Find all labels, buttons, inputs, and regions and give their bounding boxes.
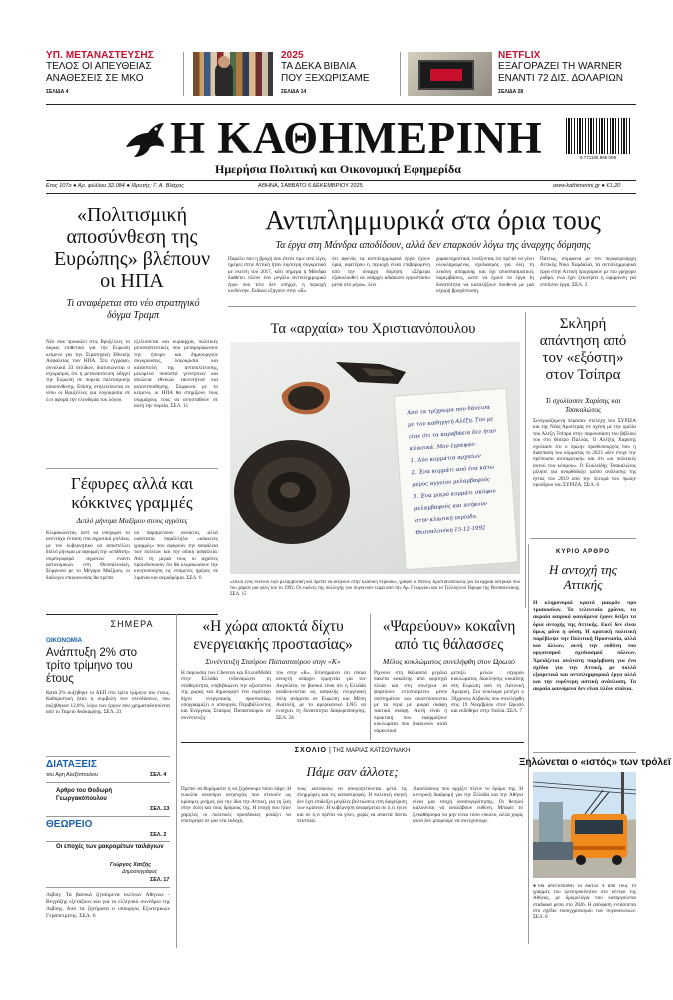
article1-title[interactable]: Αρθρο του Θοδωρή Γεωργακόπουλου — [56, 788, 113, 802]
trolley-caption: ●Θα απεντοπισθεί το δίκτυο 4 από τους 19 γραμμές του ηλεκτροκίνητου στο κέντρο της Αθήνας, με δρομολόγια που καταργούνται σταδιακά μέσα στο 2026. Η απόφαση εντάσσεται στο σχέδιο εκσυγχρονισμού των συγκοινωνιών. ΣΕΛ. 8 — [533, 884, 636, 921]
divider — [46, 614, 218, 615]
divider — [46, 756, 170, 757]
cocaine-headline[interactable]: «Ψαρεύουν» κοκαΐνη από τις θάλασσες — [382, 618, 516, 653]
teaser-page: ΣΕΛΙΔΑ 14 — [281, 89, 307, 95]
libya-brief: Λιβύη: Τα βασικά ζητούμενα εκείνων Αθηνών - Βεγγάζης εξετάζουν και για το ελληνικό συνέδριο της Λιβύης. Από τα ζητήματα ο υπουργός Εξωτερικών Γεράπετρίτης. ΣΕΛ. 6 — [46, 892, 170, 919]
trolley-photo — [533, 772, 636, 878]
scholio-col1: Πρέπει να θυμόμαστε ή να ξεχάσουμε πόσο πάμε; Η ευκολία ανασύρει ανησυχίες που στεκούν ως κρίσιμες μνήμες για την ίδια την Αττική, για τη ζωή στην πόλη και τους δρόμους της. Η εποχή που ήταν χαμηλές οι πολιτικές προσδοκίες μοιάζει να επιστρέφει σε μια νέα εκδοχή. — [181, 786, 291, 825]
lines-headline[interactable]: Γέφυρες αλλά και κόκκινες γραμμές — [70, 474, 194, 512]
netflix-logo — [430, 69, 462, 81]
photo-story-caption: «Πίλοι ενός εκείνου λίγο μελαμβοειδή και πρέπει να ανήκουν στην κλασική περίοδο», γράφει ο Ντίνος Χριστιανόπουλος για τα αρχαία όστρακα που του χάρισε μια φίλη του το 1992. Οι εικόνες της συλλογής του συγκινούν τώρα από την Αρ. Γεωργίου και το Τελλόγλειο Ίδρυμα της Θεσσαλονίκης. ΣΕΛ. 15 — [230, 580, 520, 597]
main-col3: χαρακτηριστικά, τονίζοντας ότι πρέπει να γίνει ολοκληρωμένος σχεδιασμός για όλη τη λεκάνη απορροής και όχι αποσπασματικές παρεμβάσεις, ώστε να έχουν τα έργα τη δυνατότητα να καταλήξουν πουθενά με μια ισχυρή βροχόπτωση. — [436, 256, 534, 295]
teaser-line: ΑΝΑΘΕΣΕΙΣ ΣΕ ΜΚΟ — [46, 73, 144, 84]
lead-left-deck: Τι αναφέρεται στο νέο στρατηγικό δόγμα Τραμπ — [66, 298, 200, 321]
divider — [370, 614, 371, 740]
teaser-migration[interactable] — [46, 50, 206, 95]
teaser-kicker: NETFLIX — [498, 50, 541, 61]
note-line: με τον καθηγητή Αλέξη. Του με — [407, 416, 494, 429]
article2-author: Γιώργος Χατζής — [110, 862, 151, 868]
teaser-line: ΤΕΛΟΣ ΟΙ ΑΠΕΥΘΕΙΑΣ — [46, 61, 152, 72]
barcode-digits: 9 771105 896 009 — [580, 155, 616, 160]
economy-headline[interactable]: Ανάπτυξη 2% στο τρίτο τρίμηνο του έτους — [46, 647, 138, 685]
article2-role: Δημοσιογράφος — [122, 869, 158, 875]
teaser-page: ΣΕΛΙΔΑ 4 — [46, 89, 69, 95]
tsipras-headline[interactable]: Σκληρή απάντηση από τον «εξόστη» στον Τσίπρα — [539, 316, 627, 383]
lines-body-col1: Κλιμακώνεται, αντί να υποχωρεί το ανένταχο ένταση στα αγροτικά μπλόκα, με τον κυβερνητικό να αποστέλλει διπλό μήνυμα με αφορμή την «επίθεση» συμπεριφορά αγροτών έναντι αστυνομικών στη Θεσσαλονίκη. Σύμφωνα με το Μέγαρο Μαξίμου, οι διάλογοι επικοινωνίας θα πρέπει — [46, 530, 130, 581]
economy-body: Κατά 2% αυξήθηκε το ΑΕΠ στο τρίτο τρίμηνο του έτους. Καθοριστική ήταν η συμβολή των επενδύσεων, που αυξήθηκαν 12,8%, λόγω των έργων που χρηματοδοτούνται από το Ταμείο Ανάκαμψης. ΣΕΛ. 23 — [46, 690, 170, 716]
masthead-logo-bird — [122, 117, 168, 163]
note-line: μελαμβαφούς και ανήκουν — [413, 501, 488, 513]
teaser-line: ΕΝΑΝΤΙ 72 ΔΙΣ. ΔΟΛΑΡΙΩΝ — [498, 73, 624, 84]
divider — [533, 752, 636, 753]
scholio-headline[interactable]: Πάμε σαν άλλοτε; — [306, 764, 399, 779]
cocaine-col1: Ρίχνουν στη θάλασσα μεγάλα πακέτα κοκαΐνης από φορτηγά πλοία και στη συνέχεια τα ψαρεύουν εντοπισμένοι μέσω συστημάτων και αναπτύσσονται με τα νερά με μικρά σκάφη τακτικά σκάφη. Αυτή είναι η πρακτική που εφαρμόζουν κυκλώματα που διακινούν αυτά ναρκωτικά — [374, 670, 447, 734]
divider — [530, 538, 636, 539]
divider — [176, 614, 177, 948]
note-line: 3. Ένα μικρό κομμάτι σκύφου — [412, 488, 496, 501]
note-line: Θεσσαλονίκη 15-12-1992 — [415, 525, 486, 537]
divider — [400, 52, 401, 96]
note-lines — [407, 401, 508, 539]
note-line: Από τα τρίχρωμα που δάνεισα — [407, 404, 491, 417]
books-photo — [193, 52, 273, 96]
handwritten-note — [401, 397, 516, 564]
teaser-netflix[interactable] — [498, 50, 638, 95]
diataxeis-item: του Αρη Αλεξόπουλου — [46, 772, 99, 778]
scholio-author: ΤΗΣ ΜΑΡΙΑΣ ΚΑΤΣΟΥΝΑΚΗ — [332, 748, 411, 754]
teaser-bar — [46, 50, 636, 100]
teaser-page: ΣΕΛΙΔΑ 28 — [498, 89, 524, 95]
divider — [46, 104, 636, 105]
masthead-founded: Ετος 107ο ● Αρ. φύλλου 32.084 ● Ιδρυτής: Γ. Α. Βλάχος — [46, 183, 184, 189]
masthead-subtitle: Ημερήσια Πολιτική και Οικονομική Εφημερίδα — [215, 162, 461, 176]
energy-col2: του στην «Κ». Επισημαίνει ότι όποια ανοιχτή υπάρχει ερμηνεία για τον Αυγούστα, το βασικό είναι ότι η Ελλάδα αναδεικνύεται ως ασφαλής ενεργειακή πύλη ανάμεσα σε Ευρώπη και Μέση Ανατολή, με το αμερικανικό LNG να ενισχύει τη δυνατότητα διαφοροποίησης. ΣΕΛ. 24 — [276, 670, 366, 721]
note-line: κλασικά. Μου έγραψαν: — [409, 441, 477, 453]
trolley-drawing — [533, 772, 636, 878]
lines-deck: Διπλό μήνυμα Μαξίμου στους αγρότες — [76, 516, 188, 525]
divider — [525, 312, 526, 608]
teaser-kicker: ΥΠ. ΜΕΤΑΝΑΣΤΕΥΣΗΣ — [46, 50, 154, 61]
divider — [228, 306, 636, 307]
masthead-web[interactable]: www.kathimerini.gr ● €1,20 — [553, 183, 621, 189]
masthead-date: ΑΘΗΝΑ, ΣΑΒΒΑΤΟ 6 ΔΕΚΕΜΒΡΙΟΥ 2025 — [258, 183, 363, 189]
cocaine-deck: Μέλος κυκλώματος συνελήφθη στον Ωρωπό — [383, 657, 515, 666]
teaser-line: ΕΞΑΓΟΡΑΖΕΙ ΤΗ WARNER — [498, 61, 623, 72]
economy-kicker: ΟΙΚΟΝΟΜΙΑ — [46, 637, 83, 644]
today-label: ΣΗΜΕΡΑ — [110, 619, 154, 629]
diataxeis-label[interactable]: ΔΙΑΤΑΞΕΙΣ — [46, 759, 97, 770]
note-line: 1. Δύο κομμάτια αρχαίων — [410, 453, 481, 465]
kyrio-body: Η κληρονομιά κρατά μακράν προ τριακοσίων. Τα τελευταία χρόνια, τα ακραία καιρικά φαινόμενα έχουν δείξει τα όρια αντοχής της Αττικής. Εκεί δεν είναι όμως μόνο η φύση. Η κρατική πολιτική παρέβλεψε την Πολιτική Προστασία, αλλά και άλλων, αυτή την ευθύνη του οργανισμού σχεδιασμού πόλεων. Χρειάζεται ανώτατη παρέμβαση για ένα σχέδιο για την Αττική, με πολλά εξαιρετικά και αντιπλημμυρικά έργα αλλά και την ευρύτερη αστική ανάπλαση. Τα ακραία φαινόμενα δεν είναι πλέον σπάνια. — [533, 600, 636, 693]
teaser-line: ΠΟΥ ΞΕΧΩΡΙΣΑΜΕ — [281, 73, 370, 84]
scholio-label: ΣΧΟΛΙΟ — [294, 747, 327, 754]
cocaine-col2: μεταξύ μελών ισχυρού κυκλώματος διακίνησης κοκαΐνης στη Ευρώπη από τη Λατινική Αμερική. Στο κύκλωμα μετέχει ο 39χρονος Αλβανός που συνελήφθη στις 19 Νοεμβρίου στον Ωρωπό και εκδόθηκε στην Ιταλία. ΣΕΛ. 7 — [451, 670, 524, 715]
divider — [181, 742, 524, 743]
energy-deck: Συνέντευξη Σταύρου Παπασταύρου στην «Κ» — [205, 657, 341, 666]
lead-left-body-col1: Νέο σοκ προκαλεί στις Βρυξέλλες το άκρως επιθετικό για την Ευρώπη κείμενο για την Στρατηγική Εθνικής Ασφαλείας των ΗΠΑ. Στο έγγραφο, συνολικά 33 σελίδων, διατυπώνεται ο ισχυρισμός ότι η μετανάστευση οδηγεί την Ευρώπη σε πορεία πολιτισμικής αποσύνθεσης. Επίσης στηλιτεύονται εκ νέου οι Βρυξέλλες για λογοκρισία σε ό,τι αφορά την ελευθερία του λόγου. — [46, 339, 130, 403]
tsipras-deck: Τι σχολίασαν Χαρίσης και Τσακαλώτος — [545, 396, 621, 414]
divider — [183, 52, 184, 96]
article2-title[interactable]: Οι εποχές των μακρομέτων ταιλάγιων — [56, 844, 164, 850]
energy-headline[interactable]: «Η χώρα αποκτά δίχτυ ενεργειακής προστασίας» — [193, 618, 353, 653]
divider — [46, 782, 170, 783]
lines-body-col2: να παραμείνουν ανοικτοί, αλλά υφίσταται παράλληλα «κόκκινες γραμμές» που αφορούν την ασφάλεια των πολιτών και την οδική ασφάλεια. Από τη μεριά τους οι αγρότες προειδοποιούν ότι θα κλιμακώσουν την κινητοποίηση τις επόμενες ημέρες σε λιμάνια και αεροδρόμια. ΣΕΛ. 6 — [134, 530, 218, 581]
lead-left-headline[interactable]: «Πολιτισμική αποσύνθεση της Ευρώπης» βλέπουν οι ΗΠΑ — [53, 204, 211, 292]
teaser-line: ΤΑ ΔΕΚΑ ΒΙΒΛΙΑ — [281, 61, 356, 72]
netflix-photo — [408, 52, 492, 96]
artifacts-photo — [230, 342, 520, 574]
barcode — [566, 118, 630, 154]
divider — [46, 193, 636, 194]
divider — [46, 841, 170, 842]
energy-col1: Η παρουσία των Chevron και ExxonMobil στην Ελλάδα ενδυναμώνει τη σταθερότητα, επιβεβαιώνει την αξιοπιστία της χώρας και δημιουργεί ένα ευρύτερο δίχτυ ενεργειακής προστασίας, υπογραμμίζει ο υπουργός Περιβάλλοντος και Ενέργειας Σταύρος Παπασταύρου σε συνέντευξη — [181, 670, 271, 721]
teaser-kicker: 2025 — [281, 50, 304, 61]
divider — [46, 887, 170, 888]
divider — [46, 816, 170, 817]
kyrio-headline[interactable]: Η αντοχή της Αττικής — [549, 562, 617, 592]
divider — [528, 544, 529, 944]
note-line: 2. Ένα κομμάτι από ένα κάτω — [411, 464, 495, 477]
divider — [46, 468, 218, 469]
tsipras-body: Συνεργαζόμενη πέρασαν στελέχη του ΣΥΡΙΖΑ και της Νέας Αριστεράς σε σχέση με την ομιλία του Αλέξη Τσίπρα στην παρουσίαση του βιβλίου του στο θέατρο Παλλάς. Ο Αλέξης Χαρίσης σχολίασε ότι ο πρώην πρωθυπουργός που η διάσπαση του κόμματος το 2023 «δεν έτυχε την πρέπουσα αυτοκριτική» και ότι «οι πολιτικές αυτού του κόσμου». Ο Ευκλείδης Τσακαλώτος μίλησε για ανορθόδοξο τρόπο ανάλυσης της ήττας του 2019 από την πλευρά του πρώην προέδρου του ΣΥΡΙΖΑ. ΣΕΛ. 6 — [533, 418, 636, 489]
theoreio-page: ΣΕΛ. 2 — [150, 832, 167, 838]
scholio-col3: Λαοπλάσιος που αρχίζει πλέον το δρόμο της. Η κεντρική διαδρομή για την Ελλάδα και την Αθήνα είναι μια εποχή ανασυγκρότησης. Οι θεσμοί καλούνται να αναλάβουν ευθύνη. Μπορεί το ξεκαθάρισμα να μην είναι τόσο εύκολο, αλλά χωρίς αυτό δεν μπορούμε να συνεχίσουμε. — [413, 786, 523, 825]
person-head — [218, 56, 230, 68]
trolley-headline[interactable]: Ξηλώνεται ο «ιστός» των τρόλεϊ — [519, 757, 671, 768]
diataxeis-page: ΣΕΛ. 4 — [150, 772, 167, 778]
divider — [46, 180, 636, 181]
note-line: είπε ότι τα καραβάκια δεν ήταν — [408, 428, 497, 441]
note-line: μέρος αγγείου μελαμβαφούς — [412, 476, 491, 489]
photo-story-headline[interactable]: Τα «αρχαία» του Χριστιανόπουλου — [270, 321, 476, 337]
main-headline[interactable]: Αντιπλημμυρικά στα όρια τους — [265, 205, 601, 235]
masthead-title[interactable]: Η ΚΑΘΗΜΕΡΙΝΗ — [170, 113, 543, 163]
note-line: στην κλασική περίοδο. — [414, 513, 478, 525]
main-col2: ότι αφενός τα αντιπλημμυρικά έργα έχουν όρια, αφετέρου η περιοχή είναι επιβαρυμένη από την άναρχη δόμηση. «Σήμερα εξακολουθεί να υπάρχει αδιάκοπο εργοστάσιο μέσα στο ρέμα», λέει — [332, 256, 430, 288]
scholio-sep: | — [328, 747, 333, 754]
article2-page: ΣΕΛ. 17 — [150, 877, 170, 883]
article1-page: ΣΕΛ. 13 — [150, 806, 170, 812]
kyrio-label: ΚΥΡΙΟ ΑΡΘΡΟ — [555, 548, 611, 555]
lead-left-body-col2: εξελίσσεται και κυριαρχία, πολιτικές μεταναστευτικές που μεταμορφώνουν την ήπειρο και δημιουργούν συγκρούσεις, λογοκρισία και καταστολή της αντιπολίτευσης, μειωμένα ποσοστά γεννήσεων και απώλεια εθνικών ταυτοτήτων και αυτοπεποίθησης. Σύμφωνα με το κείμενο, οι ΗΠΑ θα στηρίξουν τους συμμάχους τους να αντισταθούν σε αυτή την πορεία. ΣΕΛ. 11 — [134, 339, 218, 410]
scholio-col2: τους κατοίκους να απογοητεύονται μετά τις πλημμύρες και τις καταστροφές. Η πολιτική σκηνή δεν έχει επιδείξει μεγάλες βελτιώσεις στη διαχείριση των κρίσεων. Η κυβέρνηση αναφέρεται σε ό,τι έγινε και σε ό,τι πρέπει να γίνει, χωρίς να απαντά πάντα πειστικά. — [297, 786, 407, 825]
theoreio-label[interactable]: ΘΕΩΡΕΙΟ — [46, 819, 93, 830]
scholio-label-row — [181, 747, 524, 754]
main-col4: Πάντως, σύμφωνα με τον περιφερειάρχη Αττικής Νίκο Χαρδαλιά, τα αντιπλημμυρικά έργα στην Αττική προχωρούν με πιο γρήγορο ρυθμό, ενώ έχει ξεκινήσει η ωρίμανση για επιπλέον έργα. ΣΕΛ. 3 — [540, 256, 636, 288]
main-deck: Τα έργα στη Μάνδρα αποδίδουν, αλλά δεν επαρκούν λόγω της άναρχης δόμησης — [275, 240, 591, 251]
main-col1: Παρόλο που η βροχή που έπεσε πριν από λίγες ημέρες στην Αττική ήταν λιγότερη συγκριτικά με εκείνη του 2017, κάτι σήμερα η Μάνδρα διαθέτει πλέον ένα μεγάλο αντιπλημμυρικό έργο που τότε δεν υπήρχε, η περιοχή κινδύνεψε. Ειδικοί εξηγούν στην «Κ» — [228, 256, 326, 295]
